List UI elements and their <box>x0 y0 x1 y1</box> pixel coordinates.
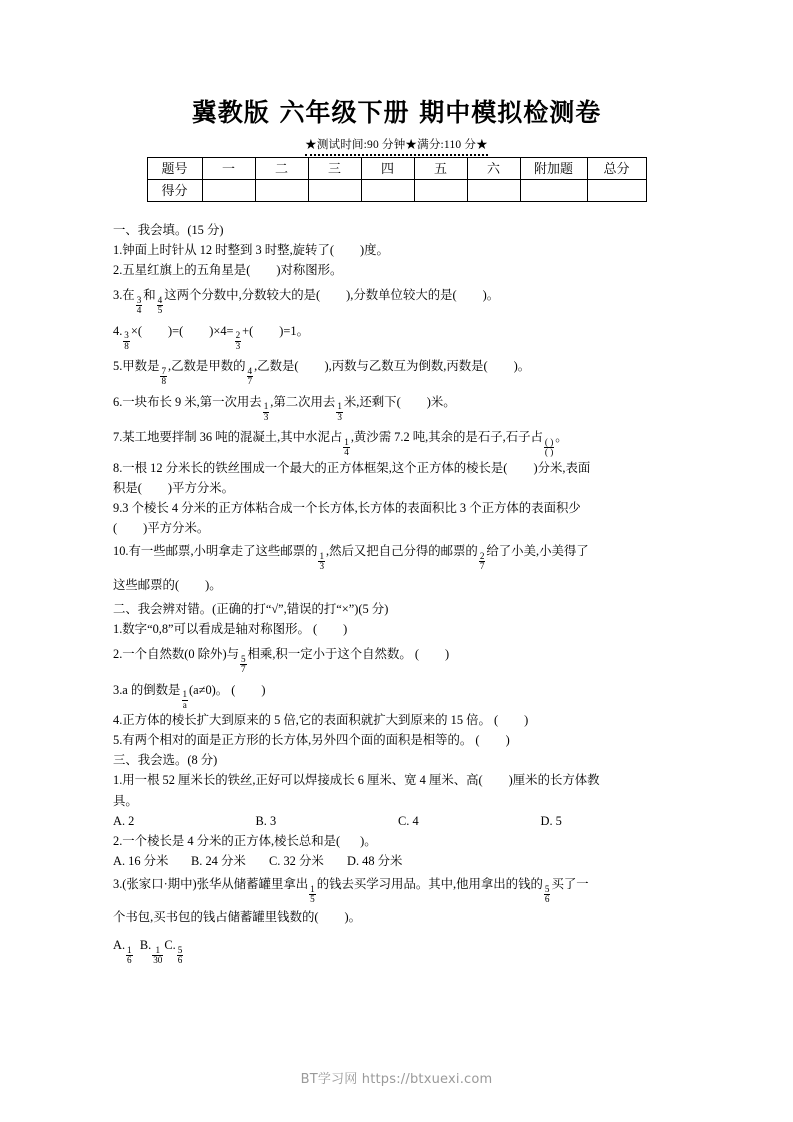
fraction-denominator: 4 <box>136 305 142 316</box>
mc-question-1-options <box>113 811 683 831</box>
fraction-denominator: 30 <box>153 954 163 965</box>
fraction-numerator-blank[interactable]: ( ) <box>544 437 554 447</box>
score-table-col-total: 总分 <box>587 157 646 179</box>
fraction-denominator: 3 <box>319 561 325 572</box>
fraction-1-3 <box>263 402 270 422</box>
mc-q3-text-d: 个书包,买书包的钱占储蓄罐里钱数的( <box>113 910 319 925</box>
table-row <box>147 157 646 179</box>
q9-text-b: ( <box>113 520 118 535</box>
section-heading-true-false: 二、我会辨对错。(正确的打“√”,错误的打“×”)(5 分) <box>113 601 389 616</box>
tf-q4-text-b: ) <box>524 713 529 728</box>
fraction-denominator: 3 <box>235 340 241 351</box>
score-table-col-4: 四 <box>361 157 414 179</box>
fraction-numerator: 7 <box>161 365 167 376</box>
true-false-question-3 <box>113 675 683 711</box>
fraction-denominator: 8 <box>161 376 167 387</box>
q5-text-a: 5.甲数是 <box>113 359 160 374</box>
mc-option-d[interactable]: D. 48 分米 <box>347 853 403 868</box>
mc-question-3-line1 <box>113 871 683 905</box>
fraction-denominator: 3 <box>263 411 269 422</box>
q6-text-b: ,第二次用去 <box>270 394 336 409</box>
score-table-col-1: 一 <box>202 157 255 179</box>
mc-option-d[interactable]: D. 5 <box>540 813 562 828</box>
tf-q4-text-a: 4.正方体的棱长扩大到原来的 5 倍,它的表面积就扩大到原来的 15 倍。 ( <box>113 713 499 728</box>
score-table-row-label-score: 得分 <box>147 179 202 201</box>
fraction-numerator: 1 <box>127 944 132 955</box>
mc-question-2-options <box>113 851 683 871</box>
fraction-5-6 <box>177 946 184 966</box>
true-false-question-1 <box>113 619 683 639</box>
fraction-4-7 <box>247 367 254 387</box>
mc-q1-text-c: 具。 <box>113 793 138 808</box>
fraction-denominator-blank[interactable]: ( ) <box>544 447 554 458</box>
fraction-denominator: a <box>182 699 187 710</box>
fraction-2-7 <box>479 552 486 572</box>
score-table <box>147 157 647 202</box>
q10-text-c: 给了小美,小美得了 <box>486 544 589 559</box>
mc-q1-text-a: 1.用一根 52 厘米长的铁丝,正好可以焊接成长 6 厘米、宽 4 厘米、高( <box>113 773 483 788</box>
fraction-numerator: 3 <box>136 294 142 305</box>
fill-in-question-8-line1 <box>113 458 683 478</box>
true-false-question-4 <box>113 710 683 730</box>
q2-text-b: )对称图形。 <box>276 262 343 277</box>
score-cell-total[interactable] <box>587 179 646 201</box>
mc-q3-text-e: )。 <box>344 910 362 925</box>
score-table-row-label-number: 题号 <box>147 157 202 179</box>
score-table-col-6: 六 <box>467 157 520 179</box>
tf-q3-text-b: (a≠0)。 ( <box>189 682 236 697</box>
fraction-denominator: 7 <box>240 664 246 675</box>
q5-text-b: ,乙数是甲数的 <box>168 359 246 374</box>
fraction-numerator: 5 <box>544 883 550 894</box>
fraction-denominator: 6 <box>177 954 183 965</box>
mc-q3-text-a: 3.(张家口·期中)张华从储蓄罐里拿出 <box>113 876 309 891</box>
mc-option-b-label[interactable]: B. <box>139 937 152 952</box>
mc-option-a-label[interactable]: A. <box>113 937 126 952</box>
q6-text-d: )米。 <box>426 394 456 409</box>
tf-q3-text-c: ) <box>261 682 266 697</box>
tf-q2-text-b: 相乘,积一定小于这个自然数。 ( <box>247 647 419 662</box>
fraction-denominator: 8 <box>124 340 129 351</box>
tf-q1-text-b: ) <box>343 621 348 636</box>
fraction-1-4 <box>343 438 350 458</box>
tf-q2-text-a: 2.一个自然数(0 除外)与 <box>113 647 239 662</box>
q10-text-b: ,然后又把自己分得的邮票的 <box>326 544 478 559</box>
mc-option-b[interactable]: B. 3 <box>255 813 277 828</box>
q8-text-c: 积是( <box>113 480 142 495</box>
fraction-1-3 <box>336 402 343 422</box>
q3-text-c: 这两个分数中,分数较大的是( <box>164 288 321 303</box>
q8-text-d: )平方分米。 <box>167 480 235 495</box>
mc-q1-text-b: )厘米的长方体教 <box>508 773 600 788</box>
fraction-numerator: 5 <box>240 653 246 664</box>
mc-option-a[interactable]: A. 2 <box>113 813 135 828</box>
q3-text-b: 和 <box>143 288 156 303</box>
fraction-3-4 <box>136 296 143 316</box>
q7-text-b: ,黄沙需 7.2 吨,其余的是石子,石子占 <box>350 430 543 445</box>
q8-text-b: )分米,表面 <box>533 460 591 475</box>
fraction-1-6 <box>126 946 133 966</box>
fill-in-question-5 <box>113 351 683 387</box>
fraction-numerator: 5 <box>177 944 183 955</box>
score-table-col-3: 三 <box>308 157 361 179</box>
q3-text-a: 3.在 <box>113 288 135 303</box>
fraction-numerator: 2 <box>235 330 241 341</box>
footer-watermark: BT学习网 https://btxuexi.com <box>300 1072 493 1087</box>
fraction-numerator: 1 <box>344 437 349 447</box>
score-cell-4[interactable] <box>361 179 414 201</box>
fill-in-question-6 <box>113 387 683 423</box>
fraction-denominator: 7 <box>247 376 253 387</box>
fraction-denominator: 6 <box>544 894 550 905</box>
q4-text-f: )=1。 <box>279 323 309 338</box>
mc-option-a[interactable]: A. 16 分米 <box>113 853 169 868</box>
tf-q3-text-a: 3.a 的倒数是 <box>113 682 181 697</box>
score-cell-1[interactable] <box>202 179 255 201</box>
fraction-4-5 <box>157 296 164 316</box>
fraction-numerator: 1 <box>337 401 342 412</box>
mc-question-3-line2 <box>113 904 683 931</box>
tf-q2-text-c: ) <box>444 647 450 662</box>
mc-option-b[interactable]: B. 24 分米 <box>191 853 246 868</box>
q5-text-d: ),丙数与乙数互为倒数,丙数是( <box>324 359 488 374</box>
mc-option-c[interactable]: C. 4 <box>398 813 419 828</box>
mc-q3-text-c: 买了一 <box>551 876 589 891</box>
table-row <box>147 179 646 201</box>
fraction-numerator: 1 <box>155 944 161 955</box>
q5-text-e: )。 <box>513 359 531 374</box>
q1-text-a: 1.钟面上时针从 12 时整到 3 时整,旋转了( <box>113 242 334 257</box>
q4-text-a: 4. <box>113 323 123 338</box>
fraction-1-a <box>181 690 188 710</box>
q7-text-a: 7.某工地要拌制 36 吨的混凝土,其中水泥占 <box>113 430 343 445</box>
q2-text-a: 2.五星红旗上的五角星是( <box>113 262 251 277</box>
q6-text-a: 6.一块布长 9 米,第一次用去 <box>113 394 262 409</box>
mc-q2-text-a: 2.一个棱长是 4 分米的正方体,棱长总和是( <box>113 833 341 848</box>
true-false-question-5 <box>113 730 683 750</box>
section-heading-multiple-choice: 三、我会选。(8 分) <box>113 753 218 768</box>
mc-question-2 <box>113 831 683 851</box>
fill-in-question-9-line2 <box>113 518 683 538</box>
fraction-5-6 <box>544 885 551 905</box>
section-heading-fill-in: 一、我会填。(15 分) <box>113 222 224 237</box>
mc-q2-text-b: )。 <box>360 833 377 848</box>
mc-option-c[interactable]: C. 32 分米 <box>269 853 324 868</box>
q7-text-c: 。 <box>555 430 568 445</box>
score-cell-3[interactable] <box>308 179 361 201</box>
fraction-denominator: 3 <box>337 411 342 422</box>
fraction-numerator: 1 <box>310 883 315 894</box>
fill-in-question-3 <box>113 280 683 316</box>
score-table-col-2: 二 <box>255 157 308 179</box>
true-false-question-2 <box>113 639 683 675</box>
q4-text-c: )=( <box>168 323 184 338</box>
mc-option-c-label[interactable]: C. <box>164 937 176 952</box>
q5-text-c: ,乙数是( <box>254 359 299 374</box>
tf-q5-text-a: 5.有两个相对的面是正方形的长方体,另外四个面的面积是相等的。 ( <box>113 733 480 748</box>
fraction-numerator: 1 <box>263 401 269 412</box>
fraction-denominator: 5 <box>310 894 315 905</box>
mc-question-1-line2 <box>113 791 683 811</box>
mc-question-1-line1 <box>113 770 683 790</box>
fraction-denominator: 6 <box>127 954 132 965</box>
fraction-denominator: 5 <box>157 305 163 316</box>
score-table-col-extra: 附加题 <box>520 157 587 179</box>
fraction-numerator: 4 <box>157 294 163 305</box>
fraction-numerator: 4 <box>247 365 253 376</box>
fraction-numerator: 1 <box>319 550 325 561</box>
fraction-7-8 <box>160 367 167 387</box>
q3-text-d: ),分数单位较大的是( <box>346 288 457 303</box>
score-cell-extra[interactable] <box>520 179 587 201</box>
fill-in-question-10-line1 <box>113 538 683 572</box>
fill-in-question-8-line2 <box>113 478 683 498</box>
fill-in-question-10-line2 <box>113 572 683 599</box>
q9-text-a: 9.3 个棱长 4 分米的正方体粘合成一个长方体,长方体的表面积比 3 个正方体的表面积少 <box>113 500 581 515</box>
fraction-2-3 <box>235 331 242 351</box>
exam-body <box>0 220 793 965</box>
q4-text-e: +( <box>242 323 254 338</box>
q1-text-b: )度。 <box>359 242 389 257</box>
tf-q1-text-a: 1.数字“0,8”可以看成是轴对称图形。 ( <box>113 621 318 636</box>
q4-text-d: )×4= <box>209 323 234 338</box>
fraction-numerator: 1 <box>182 689 188 700</box>
q10-text-a: 10.有一些邮票,小明拿走了这些邮票的 <box>113 544 318 559</box>
fill-in-question-1 <box>113 240 683 260</box>
score-cell-2[interactable] <box>255 179 308 201</box>
subtitle-row <box>0 135 793 156</box>
fill-in-question-7 <box>113 422 683 458</box>
page-title: 冀教版 六年级下册 期中模拟检测卷 <box>191 98 602 127</box>
q3-text-e: )。 <box>482 288 500 303</box>
fraction-numerator: 3 <box>124 330 129 341</box>
score-cell-5[interactable] <box>414 179 467 201</box>
fraction-1-5 <box>309 885 316 905</box>
q8-text-a: 8.一根 12 分米长的铁丝围成一个最大的正方体框架,这个正方体的棱长是( <box>113 460 508 475</box>
tf-q5-text-b: ) <box>505 733 510 748</box>
score-cell-6[interactable] <box>467 179 520 201</box>
q10-text-d: 这些邮票的( <box>113 577 180 592</box>
fill-in-question-4 <box>113 316 683 352</box>
fraction-5-7 <box>240 655 247 675</box>
q4-text-b: ×( <box>130 323 142 338</box>
score-table-wrapper <box>0 157 793 202</box>
fraction-blank-over-blank[interactable] <box>544 438 554 458</box>
mc-question-3-options <box>113 932 683 966</box>
fraction-numerator: 2 <box>479 550 485 561</box>
fraction-denominator: 7 <box>479 561 485 572</box>
fraction-1-30 <box>152 946 163 966</box>
mc-q3-text-b: 的钱去买学习用品。其中,他用拿出的钱的 <box>316 876 543 891</box>
fill-in-question-2 <box>113 260 683 280</box>
fraction-1-3 <box>318 552 325 572</box>
q10-text-e: )。 <box>205 577 222 592</box>
score-table-col-5: 五 <box>414 157 467 179</box>
q9-text-c: )平方分米。 <box>143 520 210 535</box>
q6-text-c: 米,还剩下( <box>343 394 401 409</box>
fraction-3-8 <box>123 331 130 351</box>
fraction-denominator: 4 <box>344 447 349 458</box>
fill-in-question-9-line1 <box>113 498 683 518</box>
exam-info-subtitle: ★测试时间:90 分钟★满分:110 分★ <box>305 136 488 156</box>
